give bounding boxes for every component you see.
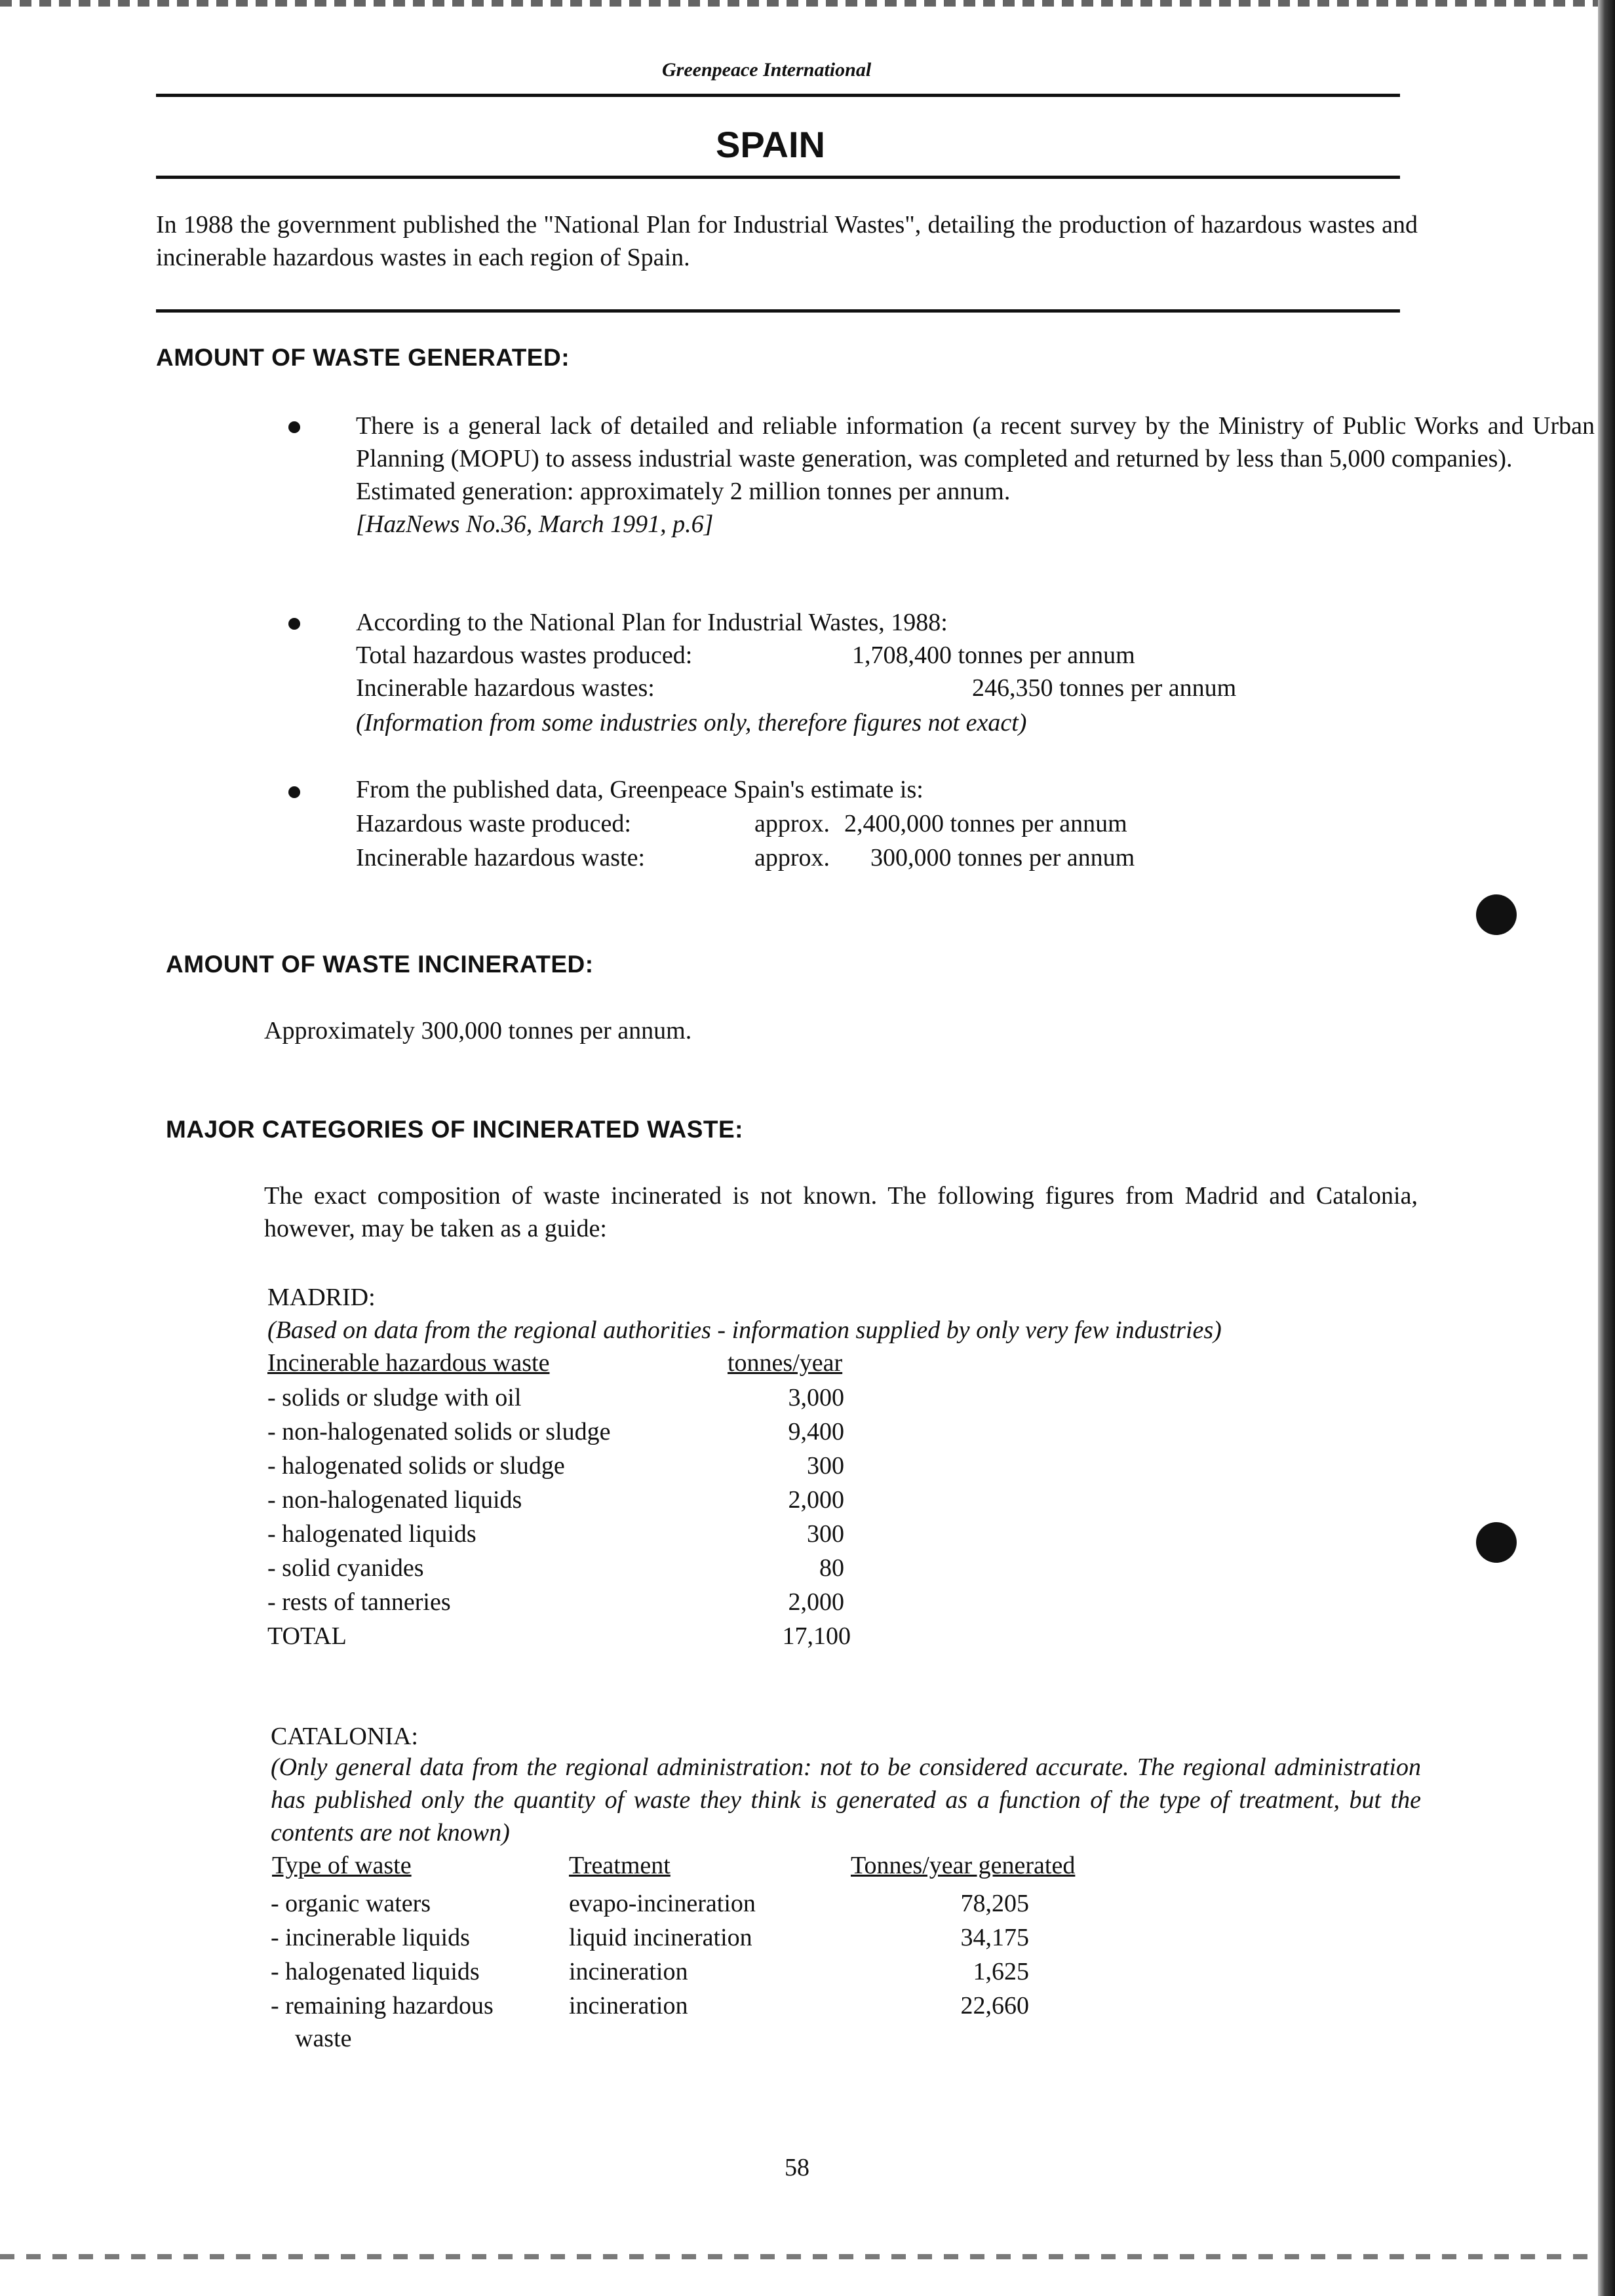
bullet-2-row2-value: 246,350 tonnes per annum [972,674,1237,702]
section-heading-incinerated: AMOUNT OF WASTE INCINERATED: [166,951,594,978]
madrid-row-name: - solids or sludge with oil [267,1384,522,1411]
catalonia-row-type-continued: waste [295,2025,352,2052]
madrid-row-name: - non-halogenated liquids [267,1486,522,1514]
header-rule [156,94,1400,97]
punch-hole-mark [1476,894,1517,935]
categories-intro: The exact composition of waste incinerated is not known. The following figures from Madrid and Catalonia, however, may be taken as a guide: [264,1182,1418,1242]
org-label: Greenpeace International [662,59,872,81]
catalonia-col-tonnes-header: Tonnes/year generated [851,1852,1076,1879]
madrid-row-value: 300 [807,1520,844,1548]
bullet-icon [288,786,300,798]
bullet-2-intro: According to the National Plan for Industrial Wastes, 1988: [356,609,948,636]
scan-edge-top [0,0,1599,7]
page-title: SPAIN [716,124,825,165]
bullet-1-source: [HazNews No.36, March 1991, p.6] [356,510,714,538]
punch-hole-mark [1476,1522,1517,1563]
bullet-icon [288,421,300,433]
scan-edge-right [1598,0,1615,2296]
bullet-3 [356,773,1405,878]
catalonia-row-type: - halogenated liquids [271,1958,480,1985]
madrid-row-value: 9,400 [788,1418,844,1445]
madrid-row-name: - solid cyanides [267,1554,424,1582]
bullet-2-row2-label: Incinerable hazardous wastes: [356,674,655,702]
catalonia-row-treatment: evapo-incineration [569,1890,756,1917]
madrid-row-value: 2,000 [788,1486,844,1514]
madrid-row-value: 3,000 [788,1384,844,1411]
catalonia-row-type: - incinerable liquids [271,1924,470,1951]
bullet-3-row2-approx: approx. [754,844,830,871]
bullet-3-row2-value: 300,000 tonnes per annum [870,844,1135,871]
catalonia-col-type-header: Type of waste [272,1852,412,1879]
madrid-col-tonnes-header: tonnes/year [728,1349,843,1377]
madrid-note: (Based on data from the regional authorities - information supplied by only very few industries) [267,1316,1222,1344]
bullet-icon [288,618,300,630]
bullet-1-estimate: Estimated generation: approximately 2 million tonnes per annum. [356,478,1011,505]
madrid-row-value: 80 [819,1554,844,1582]
madrid-label: MADRID: [267,1284,376,1311]
madrid-row-value: 300 [807,1452,844,1480]
page-number: 58 [785,2154,809,2181]
bullet-2-row1-value: 1,708,400 tonnes per annum [852,641,1135,669]
madrid-row-name: - halogenated solids or sludge [267,1452,565,1480]
bullet-3-row2-label: Incinerable hazardous waste: [356,844,646,871]
catalonia-row-treatment: incineration [569,1992,688,2019]
catalonia-row-treatment: incineration [569,1958,688,1985]
bullet-2-row1-label: Total hazardous wastes produced: [356,641,693,669]
madrid-row-name: - non-halogenated solids or sludge [267,1418,611,1445]
catalonia-row-treatment: liquid incineration [569,1924,752,1951]
madrid-row-value: 2,000 [788,1588,844,1616]
intro-rule [156,309,1400,313]
bullet-2 [356,606,1405,757]
catalonia-label: CATALONIA: [271,1723,418,1750]
madrid-row-name: - rests of tanneries [267,1588,451,1616]
catalonia-row-value: 78,205 [960,1890,1029,1917]
madrid-total-label: TOTAL [267,1622,347,1650]
madrid-total-value: 17,100 [782,1622,851,1650]
catalonia-row-value: 22,660 [960,1992,1029,2019]
bullet-1 [356,410,1595,541]
section-heading-generated: AMOUNT OF WASTE GENERATED: [156,344,570,371]
section-heading-categories: MAJOR CATEGORIES OF INCINERATED WASTE: [166,1116,743,1143]
bullet-3-row1-value: 2,400,000 tonnes per annum [844,810,1127,837]
catalonia-row-value: 1,625 [973,1958,1029,1985]
bullet-1-text: There is a general lack of detailed and reliable information (a recent survey by the Ministry of Public Works and Urban Planning (MOPU) to assess industrial waste generation, was completed and returned by less than 5,000 companies). [356,412,1595,472]
catalonia-col-treatment-header: Treatment [569,1852,671,1879]
incinerated-amount: Approximately 300,000 tonnes per annum. [264,1017,692,1044]
bullet-3-row1-approx: approx. [754,810,830,837]
intro-paragraph: In 1988 the government published the "National Plan for Industrial Wastes", detailing the production of hazardous wastes and incinerable hazardous wastes in each region of Spain. [156,211,1418,271]
scan-edge-bottom [0,2254,1599,2259]
catalonia-row-type: - organic waters [271,1890,431,1917]
catalonia-row-type: - remaining hazardous [271,1992,494,2019]
catalonia-note: (Only general data from the regional administration: not to be considered accurate. The regional administration has published only the quantity of waste they think is generated as a function of the type of treatment, but the contents are not known) [271,1753,1421,1846]
title-rule [156,176,1400,179]
bullet-3-row1-label: Hazardous waste produced: [356,810,631,837]
madrid-col-waste-header: Incinerable hazardous waste [267,1349,550,1377]
bullet-3-intro: From the published data, Greenpeace Spain's estimate is: [356,776,924,803]
madrid-row-name: - halogenated liquids [267,1520,477,1548]
catalonia-row-value: 34,175 [960,1924,1029,1951]
bullet-2-note: (Information from some industries only, therefore figures not exact) [356,709,1027,737]
